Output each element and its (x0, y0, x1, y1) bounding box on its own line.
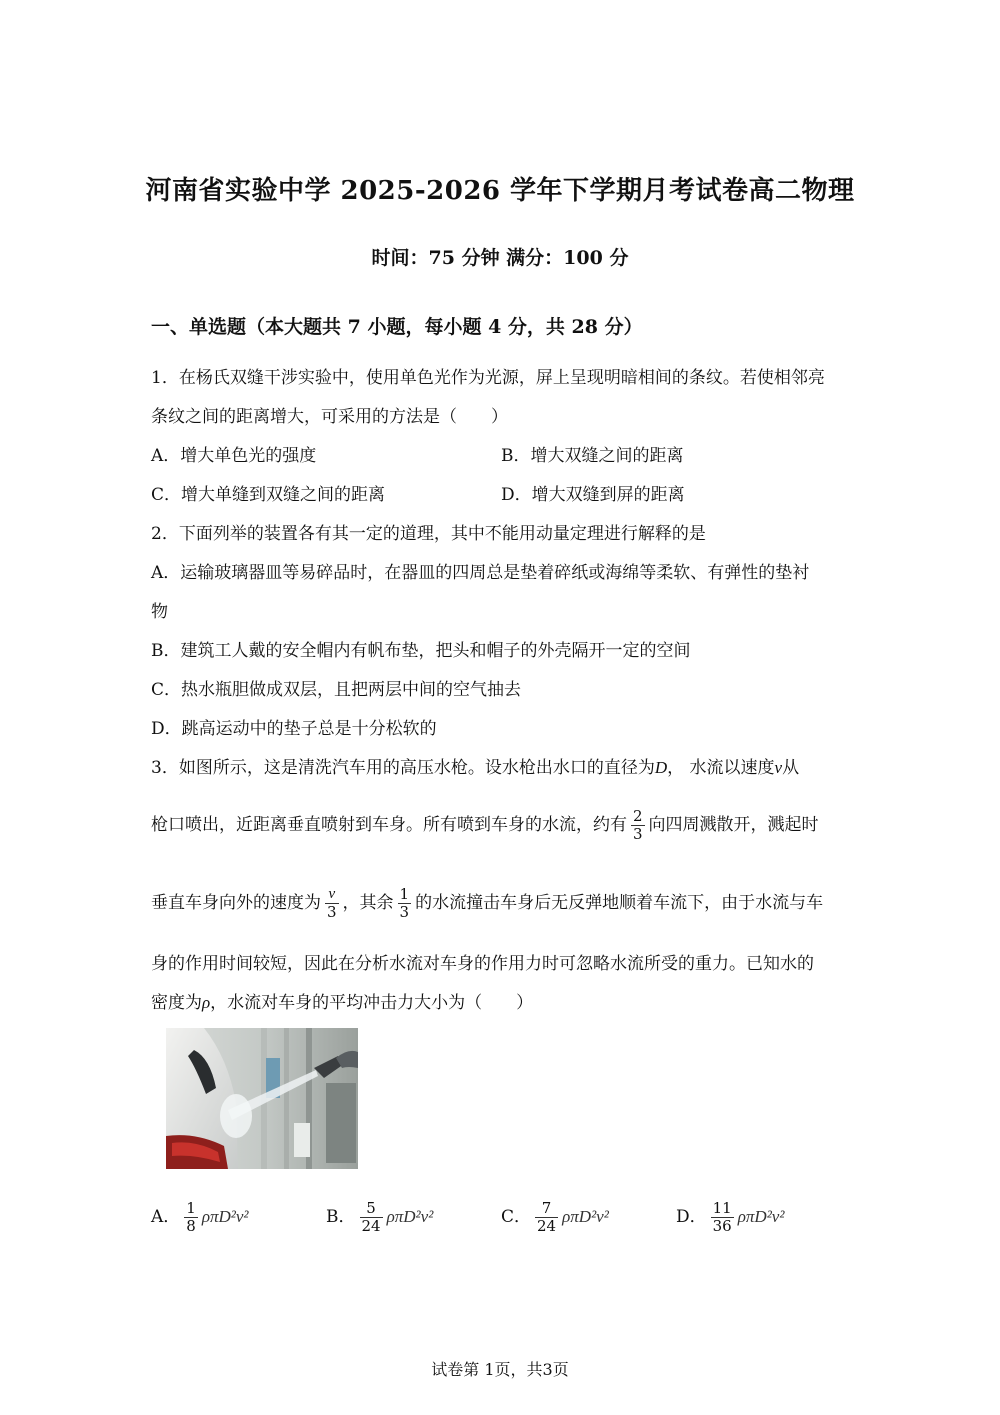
q2-option-c: C．热水瓶胆做成双层，且把两层中间的空气抽去 (151, 680, 522, 700)
option-b-fraction: $\frac{5}{24}$ (361, 1199, 381, 1235)
var-rho: ρ (202, 993, 211, 1012)
q2-option-d: D．跳高运动中的垫子总是十分松软的 (151, 719, 437, 739)
q1-stem-line1: 1．在杨氏双缝干涉实验中，使用单色光作为光源，屏上呈现明暗相间的条纹。若使相邻亮 (151, 368, 825, 388)
q3-option-c: C． $\frac{7}{24}$ ρπD²v² (501, 1199, 609, 1235)
var-v: v (774, 758, 783, 777)
q3-stem-line2: 枪口喷出，近距离垂直喷射到车身。所有喷到车身的水流，约有 $\frac{2}{3}$ 向四周溅散开，溅起时 (151, 807, 819, 843)
q2-option-b: B．建筑工人戴的安全帽内有帆布垫，把头和帽子的外壳隔开一定的空间 (151, 641, 691, 661)
q1-stem-line2: 条纹之间的距离增大，可采用的方法是（ ） (151, 407, 508, 427)
page-footer: 试卷第 1页，共3页 (431, 1360, 569, 1379)
exam-info: 时间：75 分钟 满分：100 分 (371, 247, 629, 269)
q3-stem-line4: 身的作用时间较短，因此在分析水流对车身的作用力时可忽略水流所受的重力。已知水的 (151, 954, 814, 974)
q1-option-c: C．增大单缝到双缝之间的距离 (151, 485, 386, 505)
fraction-one-third: $\frac{1}{3}$ (399, 885, 410, 921)
q1-option-d: D．增大双缝到屏的距离 (501, 485, 685, 505)
q1-option-a: A．增大单色光的强度 (151, 446, 317, 466)
q3-stem-line5: 密度为ρ，水流对车身的平均冲击力大小为（ ） (151, 993, 534, 1013)
option-a-fraction: $\frac{1}{8}$ (186, 1199, 196, 1235)
q1-option-b: B．增大双缝之间的距离 (501, 446, 684, 466)
q2-option-a-line1: A．运输玻璃器皿等易碎品时，在器皿的四周总是垫着碎纸或海绵等柔软、有弹性的垫衬 (151, 563, 810, 583)
q3-stem-line3: 垂直车身向外的速度为 $\frac{v}{3}$ ，其余 $\frac{1}{3}$ 的水流撞击车身后无反弹地顺着车流下，由于水流与车 (151, 885, 824, 921)
page-title: 河南省实验中学 2025-2026 学年下学期月考试卷高二物理 (145, 176, 855, 206)
q3-stem-line1: 3．如图所示，这是清洗汽车用的高压水枪。设水枪出水口的直径为D， 水流以速度v从 (151, 758, 800, 778)
fraction-v-thirds: $\frac{v}{3}$ (327, 886, 337, 921)
q2-stem: 2．下面列举的装置各有其一定的道理，其中不能用动量定理进行解释的是 (151, 524, 706, 544)
car-wash-photo (166, 1028, 358, 1169)
var-d: D (654, 758, 668, 777)
q3-option-b: B． $\frac{5}{24}$ ρπD²v² (326, 1199, 434, 1235)
q2-option-a-line2: 物 (151, 602, 168, 622)
option-c-fraction: $\frac{7}{24}$ (537, 1199, 557, 1235)
option-d-fraction: $\frac{11}{36}$ (712, 1199, 732, 1235)
q3-option-d: D． $\frac{11}{36}$ ρπD²v² (676, 1199, 785, 1235)
q3-option-a: A． $\frac{1}{8}$ ρπD²v² (151, 1199, 249, 1235)
fraction-two-thirds: $\frac{2}{3}$ (633, 807, 643, 843)
section-heading: 一、单选题（本大题共 7 小题，每小题 4 分，共 28 分） (151, 316, 643, 338)
